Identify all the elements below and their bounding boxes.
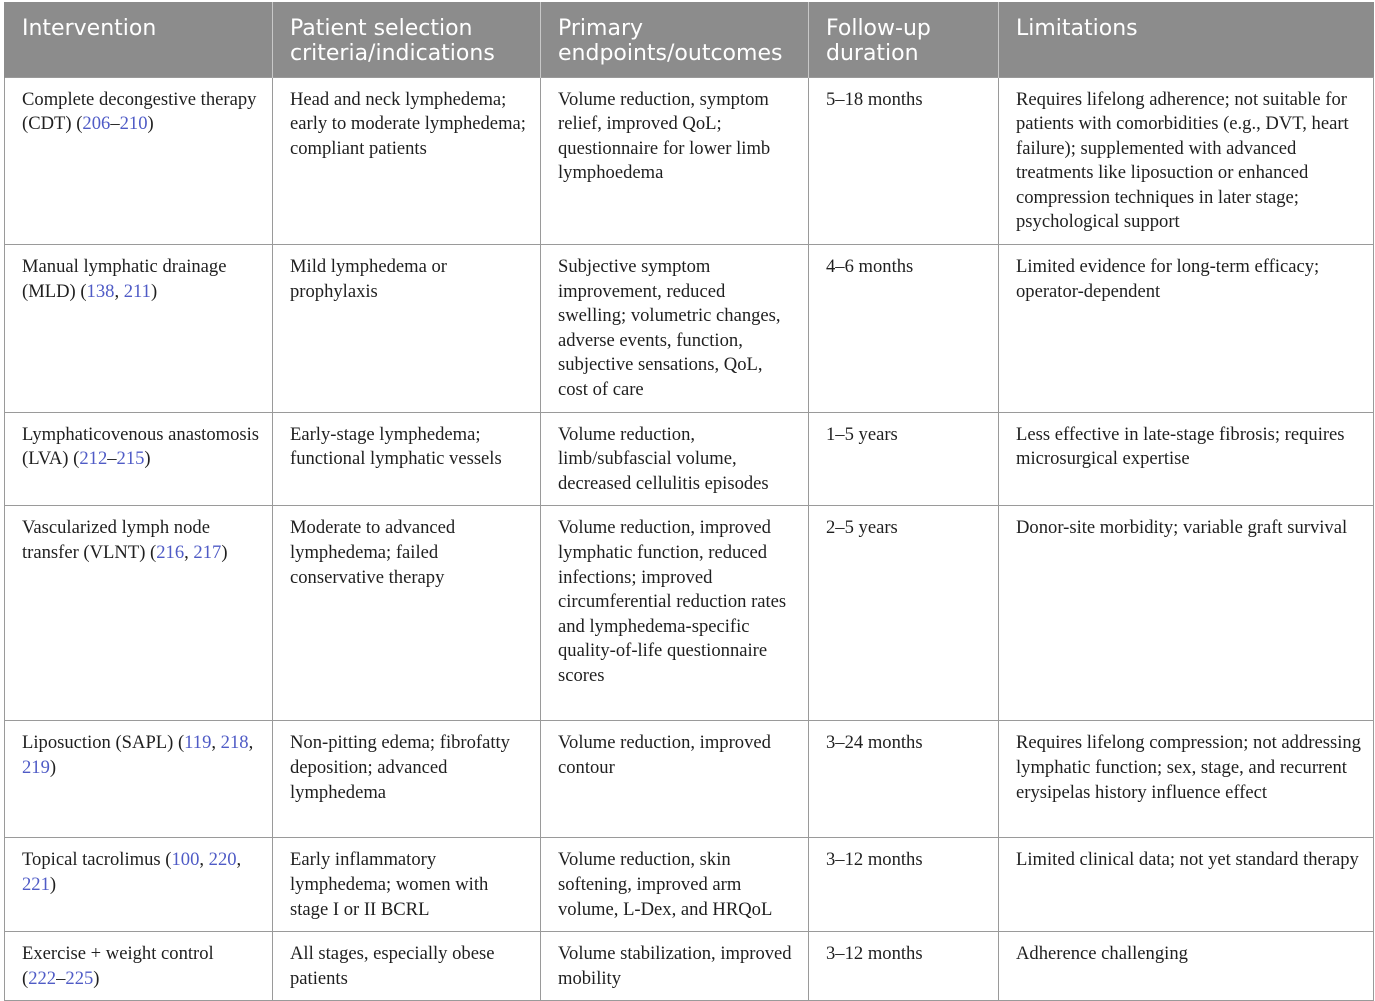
interventions-table	[4, 2, 1374, 1001]
cell-criteria: All stages, especially obese patients	[273, 932, 541, 1001]
header-outcomes: Primary endpoints/outcomes	[541, 2, 809, 77]
header-row	[5, 2, 1374, 77]
cell-followup: 4–6 months	[809, 245, 999, 413]
reference-link[interactable]: 225	[65, 967, 94, 989]
cell-outcomes: Volume reduction, symptom relief, improved QoL; questionnaire for lower limb lymphoedema	[541, 77, 809, 245]
cell-criteria: Head and neck lymphedema; early to moderate lymphedema; compliant patients	[273, 77, 541, 245]
cell-intervention: Exercise + weight control (222–225)	[5, 932, 273, 1001]
cell-intervention: Vascularized lymph node transfer (VLNT) (216, 217)	[5, 506, 273, 721]
reference-link[interactable]: 218	[220, 732, 249, 754]
cell-limitations: Less effective in late-stage fibrosis; requires microsurgical expertise	[999, 412, 1374, 506]
reference-link[interactable]: 221	[22, 874, 50, 895]
table-row	[5, 77, 1374, 245]
reference-link[interactable]: 215	[116, 448, 145, 470]
reference-link[interactable]: 220	[208, 849, 237, 871]
reference-link[interactable]: 222	[28, 967, 57, 989]
cell-criteria: Moderate to advanced lymphedema; failed conservative therapy	[273, 506, 541, 721]
reference-link[interactable]: 216	[156, 542, 185, 563]
cell-limitations: Limited clinical data; not yet standard therapy	[999, 838, 1374, 932]
cell-intervention: Topical tacrolimus (100, 220, 221)	[5, 838, 273, 932]
header-followup: Follow-up duration	[809, 2, 999, 77]
cell-followup: 3–12 months	[809, 838, 999, 932]
cell-intervention: Lymphaticovenous anastomosis (LVA) (212–215)	[5, 412, 273, 506]
cell-outcomes: Volume reduction, improved contour	[541, 721, 809, 838]
reference-link[interactable]: 119	[184, 732, 212, 754]
cell-criteria: Non-pitting edema; fibrofatty deposition; advanced lymphedema	[273, 721, 541, 838]
cell-outcomes: Volume reduction, limb/subfascial volume, decreased cellulitis episodes	[541, 412, 809, 506]
cell-intervention: Liposuction (SAPL) (119, 218, 219)	[5, 721, 273, 838]
cell-outcomes: Subjective symptom improvement, reduced swelling; volumetric changes, adverse events, function, subjective sensations, QoL, cost of care	[541, 245, 809, 413]
header-intervention: Intervention	[5, 2, 273, 77]
table-row	[5, 412, 1374, 506]
cell-criteria: Early-stage lymphedema; functional lymphatic vessels	[273, 412, 541, 506]
cell-limitations: Requires lifelong compression; not addressing lymphatic function; sex, stage, and recurrent erysipelas history influence effect	[999, 721, 1374, 838]
reference-link[interactable]: 138	[86, 280, 115, 302]
reference-link[interactable]: 206	[82, 113, 111, 135]
cell-intervention: Manual lymphatic drainage (MLD) (138, 211)	[5, 245, 273, 413]
cell-followup: 3–24 months	[809, 721, 999, 838]
cell-criteria: Mild lymphedema or prophylaxis	[273, 245, 541, 413]
cell-limitations: Limited evidence for long-term efficacy; operator-dependent	[999, 245, 1374, 413]
cell-outcomes: Volume reduction, improved lymphatic function, reduced infections; improved circumferential reduction rates and lymphedema-specific quality-of-life questionnaire scores	[541, 506, 809, 721]
reference-link[interactable]: 210	[119, 113, 148, 135]
cell-criteria: Early inflammatory lymphedema; women with stage I or II BCRL	[273, 838, 541, 932]
header-criteria: Patient selection criteria/indications	[273, 2, 541, 77]
reference-link[interactable]: 100	[171, 849, 200, 871]
reference-link[interactable]: 211	[123, 280, 151, 302]
cell-intervention: Complete decongestive therapy (CDT) (206–210)	[5, 77, 273, 245]
reference-link[interactable]: 219	[22, 757, 50, 778]
cell-followup: 5–18 months	[809, 77, 999, 245]
cell-followup: 2–5 years	[809, 506, 999, 721]
cell-followup: 3–12 months	[809, 932, 999, 1001]
cell-followup: 1–5 years	[809, 412, 999, 506]
cell-limitations: Requires lifelong adherence; not suitable for patients with comorbidities (e.g., DVT, heart failure); supplemented with advanced treatments like liposuction or enhanced compression techniques in later stage; psychological support	[999, 77, 1374, 245]
cell-outcomes: Volume reduction, skin softening, improved arm volume, L-Dex, and HRQoL	[541, 838, 809, 932]
table-row	[5, 506, 1374, 721]
cell-limitations: Adherence challenging	[999, 932, 1374, 1001]
table-row	[5, 932, 1374, 1001]
cell-outcomes: Volume stabilization, improved mobility	[541, 932, 809, 1001]
cell-limitations: Donor-site morbidity; variable graft survival	[999, 506, 1374, 721]
table-row	[5, 721, 1374, 838]
reference-link[interactable]: 212	[79, 448, 108, 470]
table-row	[5, 245, 1374, 413]
reference-link[interactable]: 217	[193, 542, 222, 563]
header-limitations: Limitations	[999, 2, 1374, 77]
table-row	[5, 838, 1374, 932]
